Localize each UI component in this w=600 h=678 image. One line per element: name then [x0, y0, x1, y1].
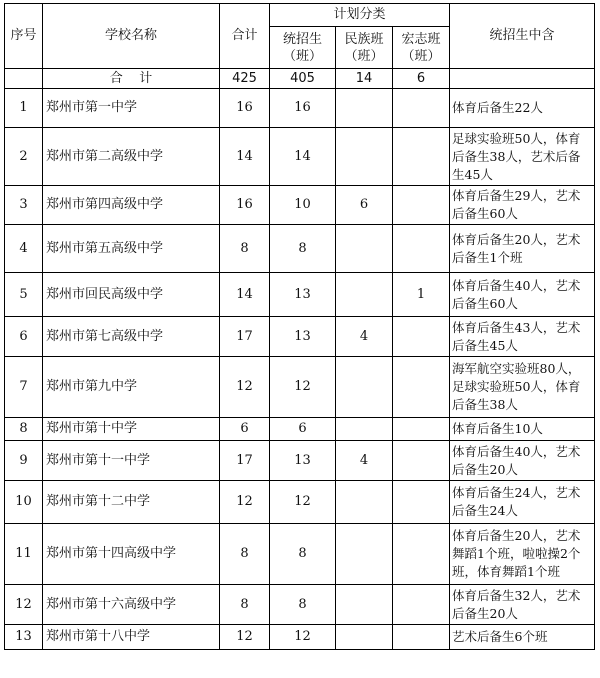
row-school-name: 郑州市第十二中学 [43, 481, 220, 524]
row-includes: 艺术后备生6个班 [450, 625, 595, 650]
row-includes: 体育后备生24人，艺术后备生24人 [450, 481, 595, 524]
row-school-name: 郑州市第五高级中学 [43, 225, 220, 273]
row-school-name: 郑州市回民高级中学 [43, 273, 220, 317]
row-school-name: 郑州市第四高级中学 [43, 186, 220, 225]
row-hongzhi [393, 441, 450, 481]
table-row [5, 418, 595, 441]
row-unified: 13 [270, 441, 336, 481]
row-ethnic: 4 [336, 441, 393, 481]
table-row [5, 128, 595, 186]
row-includes: 海军航空实验班80人，足球实验班50人，体育后备生38人 [450, 357, 595, 418]
totals-ethnic: 14 [336, 69, 393, 89]
table-row [5, 273, 595, 317]
header-hongzhi: 宏志班 （班） [393, 27, 450, 69]
row-school-name: 郑州市第九中学 [43, 357, 220, 418]
row-total: 8 [220, 225, 270, 273]
table-row [5, 357, 595, 418]
row-ethnic [336, 225, 393, 273]
row-school-name: 郑州市第十一中学 [43, 441, 220, 481]
row-total: 12 [220, 357, 270, 418]
row-hongzhi [393, 585, 450, 625]
enrollment-plan-table [4, 3, 595, 650]
row-unified: 10 [270, 186, 336, 225]
row-seq: 5 [5, 273, 43, 317]
row-school-name: 郑州市第十中学 [43, 418, 220, 441]
header-unified: 统招生 （班） [270, 27, 336, 69]
table-row [5, 441, 595, 481]
row-ethnic [336, 89, 393, 128]
row-hongzhi [393, 89, 450, 128]
header-ethnic: 民族班 （班） [336, 27, 393, 69]
row-includes: 体育后备生29人，艺术后备生60人 [450, 186, 595, 225]
row-includes: 体育后备生43人，艺术后备生45人 [450, 317, 595, 357]
row-unified: 12 [270, 481, 336, 524]
header-includes: 统招生中含 [450, 4, 595, 69]
row-unified: 12 [270, 357, 336, 418]
row-seq: 1 [5, 89, 43, 128]
row-hongzhi [393, 128, 450, 186]
row-hongzhi [393, 524, 450, 585]
row-ethnic [336, 524, 393, 585]
row-includes: 体育后备生32人，艺术后备生20人 [450, 585, 595, 625]
row-ethnic [336, 585, 393, 625]
row-ethnic [336, 273, 393, 317]
row-hongzhi [393, 481, 450, 524]
row-school-name: 郑州市第七高级中学 [43, 317, 220, 357]
row-ethnic [336, 481, 393, 524]
row-total: 12 [220, 481, 270, 524]
row-ethnic [336, 625, 393, 650]
row-seq: 6 [5, 317, 43, 357]
table-row [5, 317, 595, 357]
totals-row [5, 69, 595, 89]
row-seq: 9 [5, 441, 43, 481]
row-total: 14 [220, 273, 270, 317]
row-total: 17 [220, 317, 270, 357]
row-seq: 2 [5, 128, 43, 186]
totals-label: 合 计 [43, 69, 220, 89]
row-total: 14 [220, 128, 270, 186]
table-row [5, 625, 595, 650]
table-row [5, 585, 595, 625]
row-includes: 体育后备生22人 [450, 89, 595, 128]
header-school-name: 学校名称 [43, 4, 220, 69]
row-unified: 8 [270, 225, 336, 273]
row-ethnic [336, 357, 393, 418]
row-hongzhi [393, 357, 450, 418]
row-includes: 体育后备生20人，艺术舞蹈1个班，啦啦操2个班，体育舞蹈1个班 [450, 524, 595, 585]
row-seq: 7 [5, 357, 43, 418]
row-hongzhi [393, 317, 450, 357]
row-seq: 10 [5, 481, 43, 524]
row-hongzhi: 1 [393, 273, 450, 317]
table-row [5, 225, 595, 273]
row-total: 12 [220, 625, 270, 650]
table-header [5, 4, 595, 69]
row-unified: 8 [270, 585, 336, 625]
row-ethnic: 6 [336, 186, 393, 225]
row-seq: 11 [5, 524, 43, 585]
row-ethnic [336, 128, 393, 186]
table-row [5, 186, 595, 225]
totals-unified: 405 [270, 69, 336, 89]
header-total: 合计 [220, 4, 270, 69]
row-seq: 13 [5, 625, 43, 650]
row-unified: 13 [270, 273, 336, 317]
row-school-name: 郑州市第十六高级中学 [43, 585, 220, 625]
row-includes: 体育后备生10人 [450, 418, 595, 441]
row-hongzhi [393, 186, 450, 225]
row-ethnic [336, 418, 393, 441]
row-unified: 13 [270, 317, 336, 357]
header-seq: 序号 [5, 4, 43, 69]
row-unified: 6 [270, 418, 336, 441]
row-school-name: 郑州市第十八中学 [43, 625, 220, 650]
row-school-name: 郑州市第一中学 [43, 89, 220, 128]
header-plan-category: 计划分类 [270, 4, 450, 27]
row-ethnic: 4 [336, 317, 393, 357]
table-body [5, 69, 595, 650]
totals-includes [450, 69, 595, 89]
row-includes: 体育后备生40人，艺术后备生20人 [450, 441, 595, 481]
table-row [5, 89, 595, 128]
totals-total: 425 [220, 69, 270, 89]
row-includes: 足球实验班50人，体育后备生38人，艺术后备生45人 [450, 128, 595, 186]
row-total: 8 [220, 524, 270, 585]
row-seq: 12 [5, 585, 43, 625]
row-unified: 12 [270, 625, 336, 650]
row-unified: 14 [270, 128, 336, 186]
row-seq: 8 [5, 418, 43, 441]
row-seq: 3 [5, 186, 43, 225]
table-row [5, 481, 595, 524]
row-hongzhi [393, 625, 450, 650]
row-school-name: 郑州市第二高级中学 [43, 128, 220, 186]
row-total: 16 [220, 89, 270, 128]
row-total: 8 [220, 585, 270, 625]
row-total: 16 [220, 186, 270, 225]
row-includes: 体育后备生20人，艺术后备生1个班 [450, 225, 595, 273]
row-unified: 8 [270, 524, 336, 585]
row-hongzhi [393, 418, 450, 441]
row-total: 17 [220, 441, 270, 481]
row-unified: 16 [270, 89, 336, 128]
row-seq: 4 [5, 225, 43, 273]
row-includes: 体育后备生40人，艺术后备生60人 [450, 273, 595, 317]
row-total: 6 [220, 418, 270, 441]
totals-seq [5, 69, 43, 89]
table-row [5, 524, 595, 585]
totals-hongzhi: 6 [393, 69, 450, 89]
row-school-name: 郑州市第十四高级中学 [43, 524, 220, 585]
row-hongzhi [393, 225, 450, 273]
